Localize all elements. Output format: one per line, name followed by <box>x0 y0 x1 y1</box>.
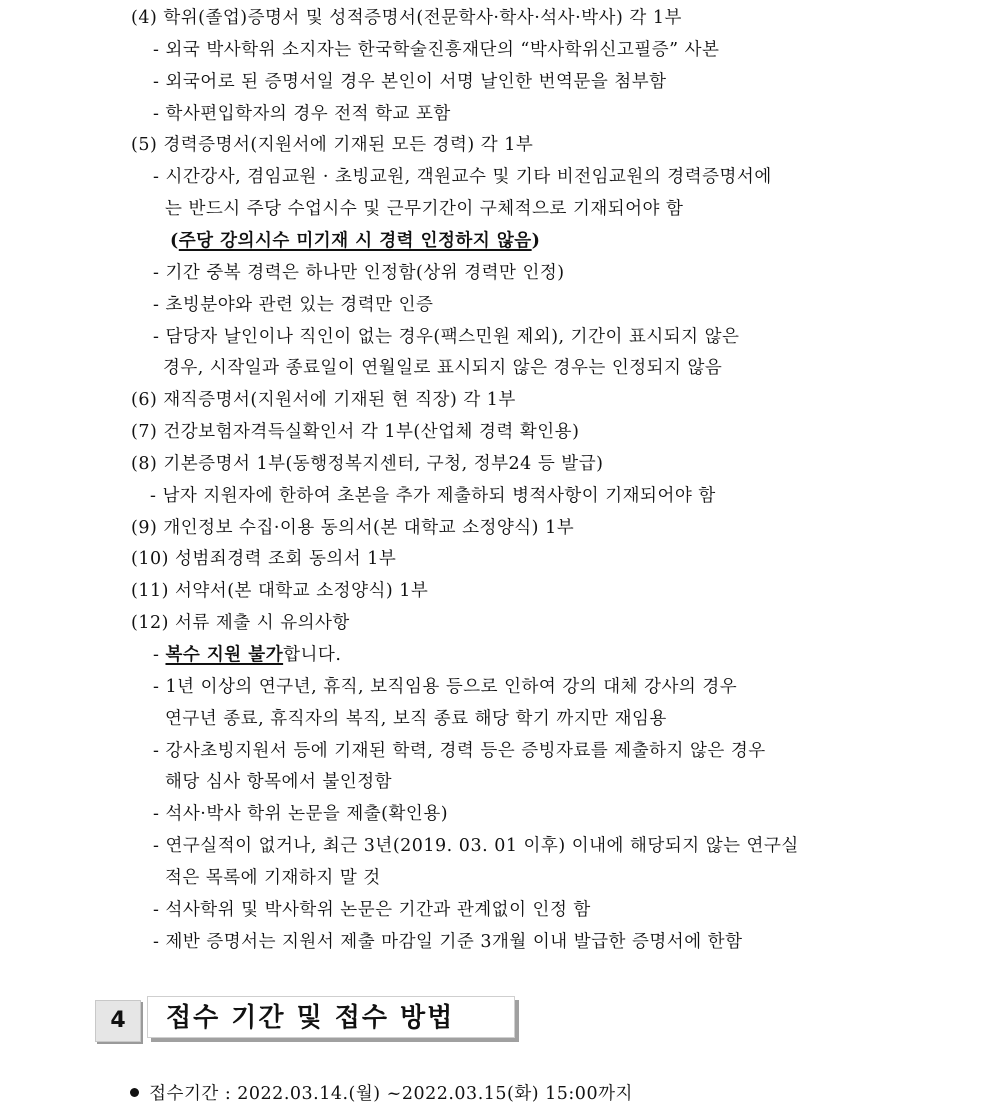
text-segment: 적은 목록에 기재하지 말 것 <box>165 867 381 888</box>
text-line <box>150 480 716 512</box>
text-line <box>153 66 667 98</box>
text-segment: 복수 지원 불가 <box>165 645 284 665</box>
text-segment: 해당 심사 항목에서 불인정함 <box>165 772 393 793</box>
section-number-badge: 4 <box>95 1000 141 1042</box>
text-segment: 경우, 시작일과 종료일이 연월일로 표시되지 않은 경우는 인정되지 않음 <box>163 358 723 379</box>
text-segment: (8) 기본증명서 1부(동행정복지센터, 구청, 정부24 등 발급) <box>131 453 604 474</box>
text-line <box>165 703 667 735</box>
text-segment: (12) 서류 제출 시 유의사항 <box>131 613 350 634</box>
text-line <box>165 193 683 225</box>
text-segment: - 석사·박사 학위 논문을 제출(확인용) <box>153 804 449 825</box>
text-segment: - 연구실적이 없거나, 최근 3년(2019. 03. 01 이후) 이내에 해당되지 않는 연구실 <box>153 836 799 857</box>
text-line <box>153 161 772 193</box>
text-segment: - 기간 중복 경력은 하나만 인정함(상위 경력만 인정) <box>153 262 565 283</box>
text-segment: - 강사초빙지원서 등에 기재된 학력, 경력 등은 증빙자료를 제출하지 않은 경우 <box>153 740 766 761</box>
text-segment: 주당 강의시수 미기재 시 경력 인정하지 않음 <box>178 230 532 251</box>
text-segment: - 석사학위 및 박사학위 논문은 기간과 관계없이 인정 함 <box>153 899 591 920</box>
text-line <box>153 289 433 321</box>
text-segment: (4) 학위(졸업)증명서 및 성적증명서(전문학사·학사·석사·박사) 각 1부 <box>131 8 682 28</box>
text-line <box>131 384 516 416</box>
text-segment: - 시간강사, 겸임교원 · 초빙교원, 객원교수 및 기타 비전임교원의 경력증명서에 <box>153 167 772 188</box>
text-line <box>153 257 565 289</box>
text-line <box>131 512 574 544</box>
text-line <box>153 926 742 958</box>
text-line <box>153 735 766 767</box>
text-segment: (9) 개인정보 수집·이용 동의서(본 대학교 소정양식) 1부 <box>131 517 575 538</box>
text-segment: - 제반 증명서는 지원서 제출 마감일 기준 3개월 이내 발급한 증명서에 한함 <box>153 931 743 952</box>
bullet-dot-icon <box>130 1088 139 1097</box>
text-segment: (5) 경력증명서(지원서에 기재된 모든 경력) 각 1부 <box>131 135 534 156</box>
text-segment: (6) 재직증명서(지원서에 기재된 현 직장) 각 1부 <box>131 390 516 411</box>
text-segment: (10) 성범죄경력 조회 동의서 1부 <box>131 549 397 570</box>
text-line <box>131 416 579 448</box>
text-line <box>153 321 739 353</box>
text-line <box>153 671 737 703</box>
text-segment: 합니다. <box>283 645 342 665</box>
text-segment: 는 반드시 주당 수업시수 및 근무기간이 구체적으로 기재되어야 함 <box>165 199 684 220</box>
text-segment: (7) 건강보험자격득실확인서 각 1부(산업체 경력 확인용) <box>131 422 580 443</box>
text-line <box>165 862 381 894</box>
text-segment: - 초빙분야와 관련 있는 경력만 인증 <box>153 294 434 315</box>
text-segment: ) <box>531 230 541 251</box>
text-line <box>131 448 603 480</box>
text-line <box>131 575 428 607</box>
text-segment: - <box>153 645 166 665</box>
text-segment: (11) 서약서(본 대학교 소정양식) 1부 <box>131 581 429 602</box>
text-segment: - 외국 박사학위 소지자는 한국학술진흥재단의 “박사학위신고필증” 사본 <box>153 39 720 60</box>
text-line <box>170 225 540 257</box>
bullet-item <box>118 1046 633 1104</box>
text-line <box>131 543 396 575</box>
text-segment: ( <box>170 230 179 251</box>
text-line <box>131 2 682 34</box>
text-segment: 연구년 종료, 휴직자의 복직, 보직 종료 해당 학기 까지만 재임용 <box>165 708 667 729</box>
text-segment: - 학사편입학자의 경우 전적 학교 포함 <box>153 103 451 124</box>
text-segment: - 1년 이상의 연구년, 휴직, 보직임용 등으로 인하여 강의 대체 강사의 경우 <box>153 676 738 697</box>
section-title: 접수 기간 및 접수 방법 <box>147 996 515 1038</box>
text-segment: - 외국어로 된 증명서일 경우 본인이 서명 날인한 번역문을 첨부함 <box>153 71 667 92</box>
section-header <box>95 996 525 1044</box>
text-line <box>153 830 799 862</box>
text-line <box>153 98 451 130</box>
text-line <box>153 894 591 926</box>
text-line <box>163 352 722 384</box>
text-line <box>153 34 719 66</box>
text-line <box>131 607 350 639</box>
text-line <box>131 129 533 161</box>
text-line <box>153 798 448 830</box>
bullet-text: 접수기간 : 2022.03.14.(월) ~2022.03.15(화) 15:00까지 <box>149 1084 633 1104</box>
text-line <box>153 639 341 671</box>
text-segment: - 담당자 날인이나 직인이 없는 경우(팩스민원 제외), 기간이 표시되지 않은 <box>153 326 740 347</box>
text-line <box>165 766 392 798</box>
text-segment: - 남자 지원자에 한하여 초본을 추가 제출하되 병적사항이 기재되어야 함 <box>150 485 716 506</box>
